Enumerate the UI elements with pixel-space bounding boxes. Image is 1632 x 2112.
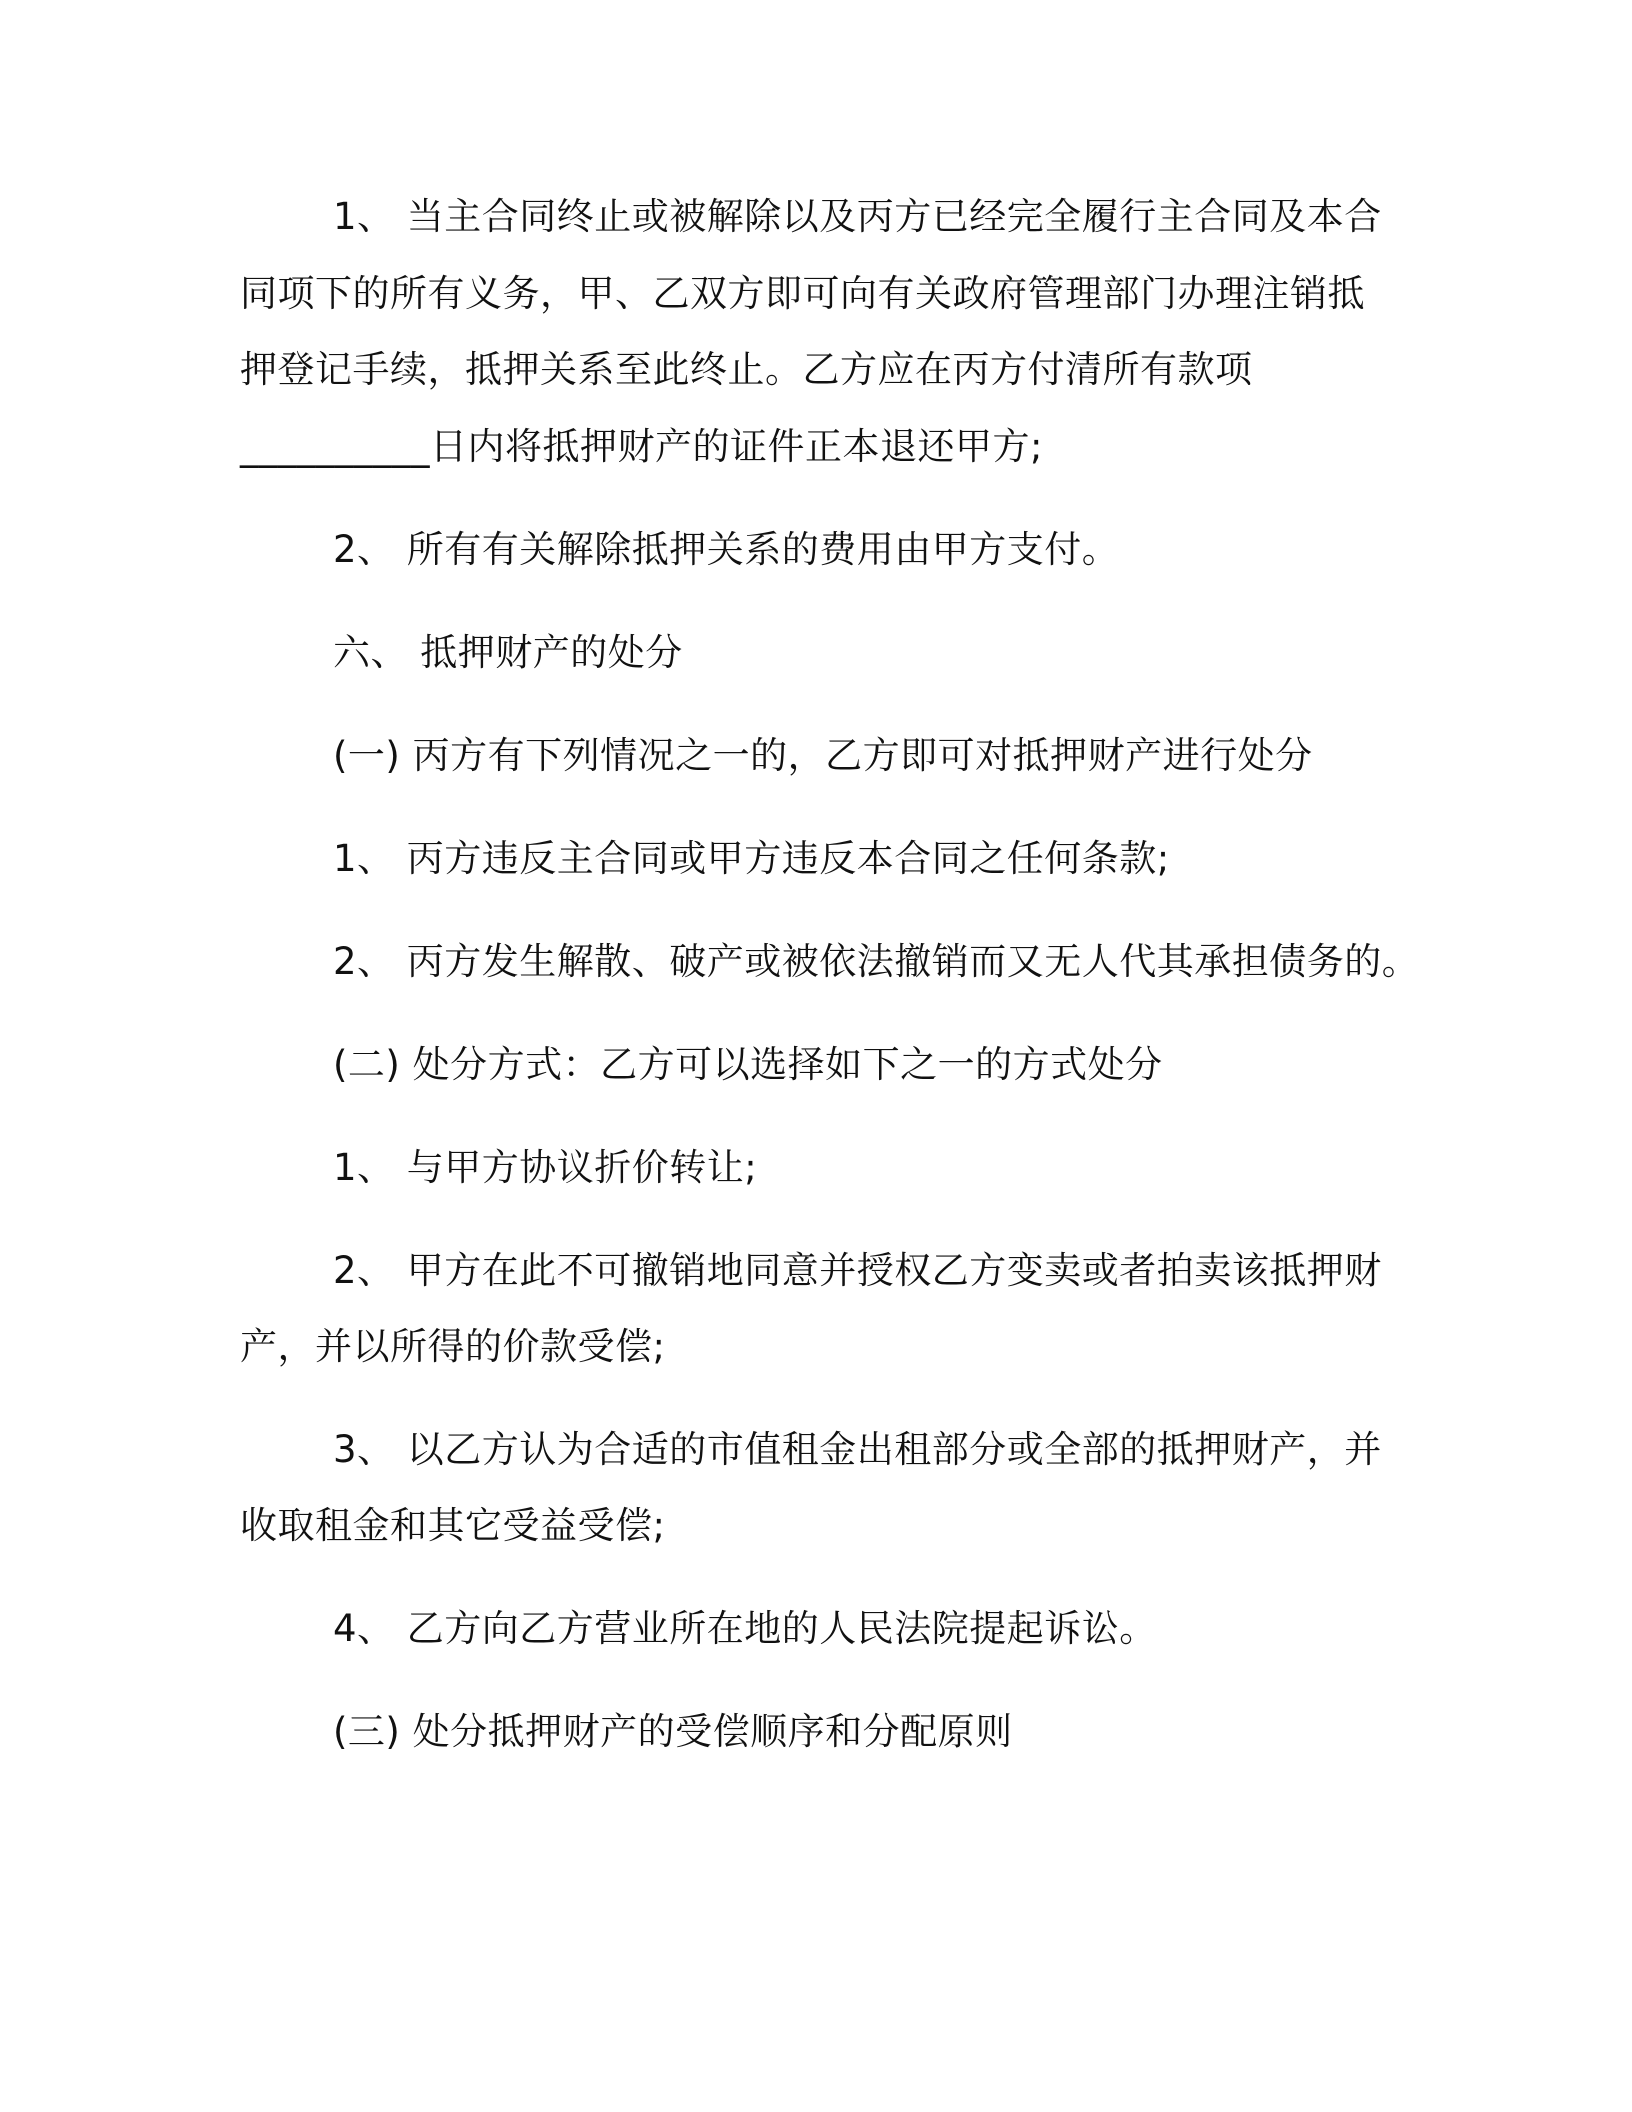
section-6-heading: 六、 抵押财产的处分 — [333, 631, 683, 674]
method-1: 1、 与甲方协议折价转让; — [333, 1146, 758, 1189]
release-item-2: 2、 所有有关解除抵押关系的费用由甲方支付。 — [333, 528, 1120, 571]
condition-2: 2、 丙方发生解散、破产或被依法撤销而又无人代其承担债务的。 — [333, 940, 1420, 983]
release-item-1-line-4: __________日内将抵押财产的证件正本退还甲方; — [240, 425, 1043, 468]
method-4: 4、 乙方向乙方营业所在地的人民法院提起诉讼。 — [333, 1607, 1157, 1650]
subsection-1-heading: (一) 丙方有下列情况之一的，乙方即可对抵押财产进行处分 — [333, 734, 1313, 777]
release-item-1-line-1: 1、 当主合同终止或被解除以及丙方已经完全履行主合同及本合 — [333, 195, 1382, 238]
condition-1: 1、 丙方违反主合同或甲方违反本合同之任何条款; — [333, 837, 1170, 880]
method-3-line-2: 收取租金和其它受益受偿; — [240, 1504, 666, 1547]
method-2-line-1: 2、 甲方在此不可撤销地同意并授权乙方变卖或者拍卖该抵押财 — [333, 1249, 1382, 1292]
subsection-2-heading: (二) 处分方式：乙方可以选择如下之一的方式处分 — [333, 1043, 1163, 1086]
method-3-line-1: 3、 以乙方认为合适的市值租金出租部分或全部的抵押财产，并 — [333, 1428, 1382, 1471]
release-item-1-line-3: 押登记手续，抵押关系至此终止。乙方应在丙方付清所有款项 — [240, 348, 1253, 391]
subsection-3-heading: (三) 处分抵押财产的受偿顺序和分配原则 — [333, 1710, 1013, 1753]
release-item-1-line-2: 同项下的所有义务，甲、乙双方即可向有关政府管理部门办理注销抵 — [240, 272, 1365, 315]
method-2-line-2: 产，并以所得的价款受偿; — [240, 1325, 666, 1368]
